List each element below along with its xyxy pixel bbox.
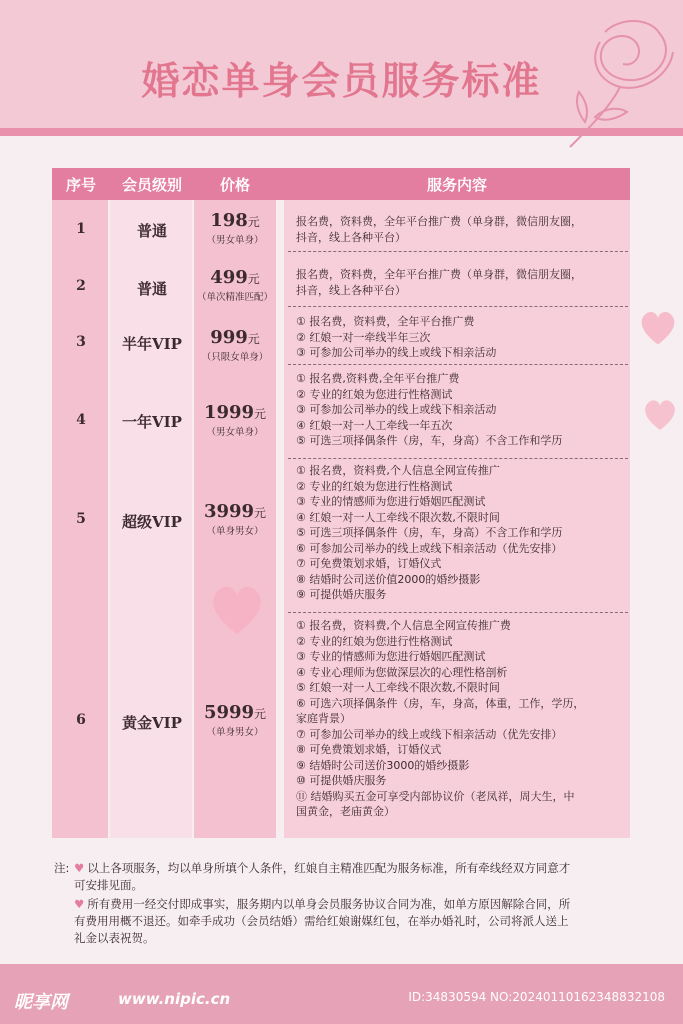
service-item: ⑤ 红娘一对一人工牵线不限次数,不限时间	[296, 681, 500, 694]
price-cell	[194, 267, 276, 303]
note-item	[74, 896, 634, 947]
table-row	[52, 461, 630, 611]
service-item: ① 报名费，资料费，全年平台推广费	[296, 315, 475, 328]
service-item: ⑪ 结婚购买五金可享受内部协议价（老凤祥，周大生，中	[296, 789, 575, 803]
price-cell	[194, 327, 276, 363]
note-line: 有费用用概不退还。如牵手成功（会员结婚）需给红娘谢媒红包，在举办婚礼时，公司将派人送上	[74, 914, 569, 928]
price-cell	[194, 501, 276, 537]
heart-icon	[636, 306, 680, 350]
service-list	[296, 314, 622, 361]
price-unit: 元	[254, 407, 267, 421]
service-item: ④ 红娘一对一人工牵线不限次数,不限时间	[296, 510, 500, 524]
note-item	[74, 860, 634, 894]
row-number: 6	[76, 712, 86, 728]
service-item: ⑨ 可提供婚庆服务	[296, 588, 387, 601]
table-row	[52, 311, 630, 363]
service-item: 报名费，资料费，全年平台推广费（单身群，微信朋友圈，	[296, 268, 582, 281]
row-divider	[288, 306, 628, 307]
row-number: 3	[76, 334, 86, 350]
row-number: 4	[76, 412, 86, 428]
service-item: ⑦ 可免费策划求婚，订婚仪式	[296, 557, 442, 570]
heart-bullet-icon: ♥	[74, 861, 85, 875]
service-item: 抖音，线上各种平台）	[296, 230, 406, 244]
price-cell	[194, 702, 276, 738]
price-unit: 元	[247, 332, 260, 346]
service-item: ① 报名费，资料费,个人信息全网宣传推广费	[296, 619, 511, 632]
table-row	[52, 615, 630, 830]
member-level: 黄金VIP	[122, 714, 182, 732]
row-divider	[288, 251, 628, 252]
service-item: ⑧ 结婚时公司送价值2000的婚纱摄影	[296, 572, 481, 586]
member-level: 半年VIP	[122, 335, 182, 353]
service-list	[296, 618, 622, 820]
price-cell	[194, 402, 276, 438]
price-note: （只限女单身）	[201, 352, 269, 363]
price-cell	[194, 210, 276, 246]
price-value: 5999	[203, 702, 255, 723]
service-item: ⑩ 可提供婚庆服务	[296, 774, 387, 787]
header-service: 服务内容	[426, 176, 487, 194]
service-item: ⑥ 可选六项择偶条件（房，车，身高，体重，工作，学历，	[296, 696, 585, 710]
service-item: ③ 专业的情感师为您进行婚姻匹配测试	[296, 495, 486, 508]
member-level: 普通	[136, 222, 167, 240]
price-note: （单身男女）	[206, 727, 264, 738]
service-item: ② 专业的红娘为您进行性格测试	[296, 634, 453, 648]
service-item: ③ 可参加公司举办的线上或线下相亲活动	[296, 403, 497, 416]
price-note: （男女单身）	[206, 235, 264, 246]
row-divider	[288, 364, 628, 365]
service-item: ⑧ 可免费策划求婚，订婚仪式	[296, 743, 442, 756]
member-level: 一年VIP	[122, 413, 182, 431]
price-unit: 元	[254, 506, 267, 520]
service-item: ⑥ 可参加公司举办的线上或线下相亲活动（优先安排）	[296, 541, 563, 555]
price-note: （单身男女）	[206, 526, 264, 537]
watermark-url: www.nipic.cn	[118, 990, 231, 1008]
table-row	[52, 368, 630, 458]
row-number: 1	[76, 221, 86, 237]
price-unit: 元	[247, 215, 260, 229]
table-row	[52, 264, 630, 308]
row-number: 5	[76, 511, 86, 527]
note-line: 所有费用一经交付即成事实，服务期内以单身会员服务协议合同为准，如单方原因解除合同，所	[87, 897, 571, 911]
header-level: 会员级别	[121, 176, 182, 194]
service-table	[52, 168, 630, 838]
service-item: 国黄金，老庙黄金）	[296, 805, 395, 818]
watermark-logo: 昵享网	[14, 992, 68, 1013]
heart-icon	[640, 395, 680, 435]
header-price: 价格	[219, 176, 250, 194]
service-item: 家庭背景）	[296, 712, 351, 725]
watermark-id: ID:34830594 NO:20240110162348832108	[408, 990, 665, 1004]
service-list	[296, 371, 622, 449]
page-title: 婚恋单身会员服务标准	[141, 58, 542, 103]
service-item: ④ 红娘一对一人工牵线一年五次	[296, 418, 453, 432]
member-level: 超级VIP	[122, 513, 182, 531]
service-item: ⑤ 可选三项择偶条件（房，车，身高）不含工作和学历	[296, 526, 563, 539]
row-number: 2	[76, 278, 86, 294]
service-item: 抖音，线上各种平台）	[296, 283, 406, 297]
price-value: 3999	[203, 501, 255, 522]
price-value: 1999	[203, 402, 255, 423]
table-row	[52, 208, 630, 252]
price-value: 999	[210, 327, 248, 348]
price-note: （男女单身）	[206, 427, 264, 438]
price-note: （单次精准匹配）	[196, 292, 273, 303]
service-item: ① 报名费,资料费,全年平台推广费	[296, 372, 460, 385]
service-list	[296, 267, 622, 298]
member-level: 普通	[136, 280, 167, 298]
header-no: 序号	[65, 176, 96, 194]
service-item: ② 专业的红娘为您进行性格测试	[296, 479, 453, 493]
note-line: 以上各项服务，均以单身所填个人条件，红娘自主精准匹配为服务标准，所有牵线经双方同意才	[87, 861, 571, 875]
service-item: ④ 专业心理师为您做深层次的心理性格剖析	[296, 665, 508, 679]
table-header	[52, 168, 630, 200]
service-item: ⑨ 结婚时公司送价3000的婚纱摄影	[296, 758, 470, 772]
price-value: 499	[210, 267, 248, 288]
service-item: ③ 专业的情感师为您进行婚姻匹配测试	[296, 650, 486, 663]
service-item: ⑤ 可选三项择偶条件（房，车，身高）不含工作和学历	[296, 434, 563, 447]
row-divider	[288, 458, 628, 459]
service-list	[296, 463, 622, 603]
service-item: ③ 可参加公司举办的线上或线下相亲活动	[296, 346, 497, 359]
service-item: ② 专业的红娘为您进行性格测试	[296, 387, 453, 401]
notes-label: 注:	[54, 861, 70, 875]
service-list	[296, 214, 622, 245]
row-divider	[288, 612, 628, 613]
service-item: 报名费，资料费，全年平台推广费（单身群，微信朋友圈，	[296, 215, 582, 228]
heart-bullet-icon: ♥	[74, 897, 85, 911]
price-value: 198	[210, 210, 248, 231]
service-item: ① 报名费，资料费,个人信息全网宣传推广	[296, 464, 500, 477]
price-unit: 元	[247, 272, 260, 286]
service-item: ② 红娘一对一牵线半年三次	[296, 330, 431, 344]
note-line: 礼金以表祝贺。	[74, 931, 155, 945]
price-unit: 元	[254, 707, 267, 721]
rose-icon	[565, 12, 680, 152]
service-item: ⑦ 可参加公司举办的线上或线下相亲活动（优先安排）	[296, 727, 563, 741]
note-line: 可安排见面。	[74, 878, 143, 892]
